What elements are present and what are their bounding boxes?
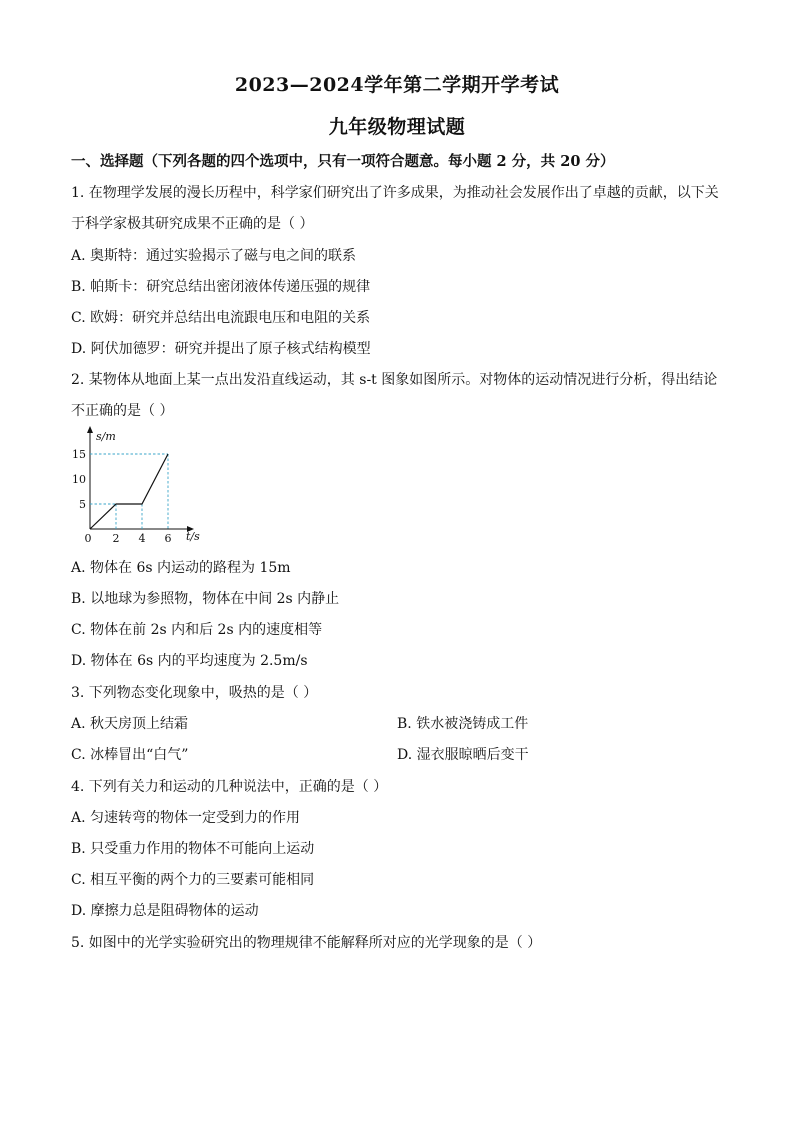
question-4-stem: 4. 下列有关力和运动的几种说法中，正确的是（ ） (71, 779, 388, 795)
exam-title: 2023—2024学年第二学期开学考试 (234, 74, 560, 96)
question-5-stem: 5. 如图中的光学实验研究出的物理规律不能解释所对应的光学现象的是（ ） (71, 935, 542, 951)
question-3-stem: 3. 下列物态变化现象中，吸热的是（ ） (71, 685, 318, 701)
y-tick-label: 5 (79, 498, 86, 511)
question-1-stem-line-1: 1. 在物理学发展的漫长历程中，科学家们研究出了许多成果，为推动社会发展作出了卓越的贡献，以下关 (71, 185, 719, 201)
question-1-option-c: C. 欧姆：研究并总结出电流跟电压和电阻的关系 (71, 310, 371, 326)
question-3-option-c: C. 冰棒冒出“白气” (71, 747, 189, 763)
question-2-option-b: B. 以地球为参照物，物体在中间 2s 内静止 (71, 591, 340, 607)
question-4-option-a: A. 匀速转弯的物体一定受到力的作用 (71, 810, 301, 826)
question-2-stem-line-1: 2. 某物体从地面上某一点出发沿直线运动，其 s-t 图象如图所示。对物体的运动情况进行分析，得出结论 (71, 372, 718, 388)
question-4-option-b: B. 只受重力作用的物体不可能向上运动 (71, 841, 315, 857)
question-1-stem-line-2: 于科学家极其研究成果不正确的是（ ） (71, 216, 314, 232)
exam-subtitle: 九年级物理试题 (328, 116, 466, 138)
s-t-line (90, 454, 168, 529)
question-2-stem-line-2: 不正确的是（ ） (71, 403, 174, 419)
y-axis-label: s/m (96, 430, 116, 443)
x-axis-label: t/s (186, 530, 200, 543)
question-4-option-c: C. 相互平衡的两个力的三要素可能相同 (71, 872, 315, 888)
x-tick-label: 2 (112, 532, 120, 545)
s-t-graph (70, 422, 210, 547)
question-1-option-a: A. 奥斯特：通过实验揭示了磁与电之间的联系 (71, 248, 357, 264)
x-tick-label: 0 (84, 532, 92, 545)
y-tick-label: 15 (72, 448, 86, 461)
question-2-option-c: C. 物体在前 2s 内和后 2s 内的速度相等 (71, 622, 323, 638)
question-1-option-d: D. 阿伏加德罗：研究并提出了原子核式结构模型 (71, 341, 371, 357)
y-axis-arrow (87, 426, 93, 433)
section-heading: 一、选择题（下列各题的四个选项中，只有一项符合题意。每小题 2 分，共 20 分） (71, 153, 615, 170)
x-tick-label: 6 (164, 532, 172, 545)
question-2-option-d: D. 物体在 6s 内的平均速度为 2.5m/s (71, 653, 308, 669)
question-1-option-b: B. 帕斯卡：研究总结出密闭液体传递压强的规律 (71, 279, 371, 295)
question-3-option-d: D. 湿衣服晾晒后变干 (397, 747, 529, 763)
y-tick-label: 10 (72, 473, 86, 486)
question-3-option-b: B. 铁水被浇铸成工件 (397, 716, 529, 732)
question-3-option-a: A. 秋天房顶上结霜 (71, 716, 189, 732)
x-tick-label: 4 (138, 532, 146, 545)
question-4-option-d: D. 摩擦力总是阻碍物体的运动 (71, 903, 259, 919)
question-2-option-a: A. 物体在 6s 内运动的路程为 15m (71, 560, 291, 576)
